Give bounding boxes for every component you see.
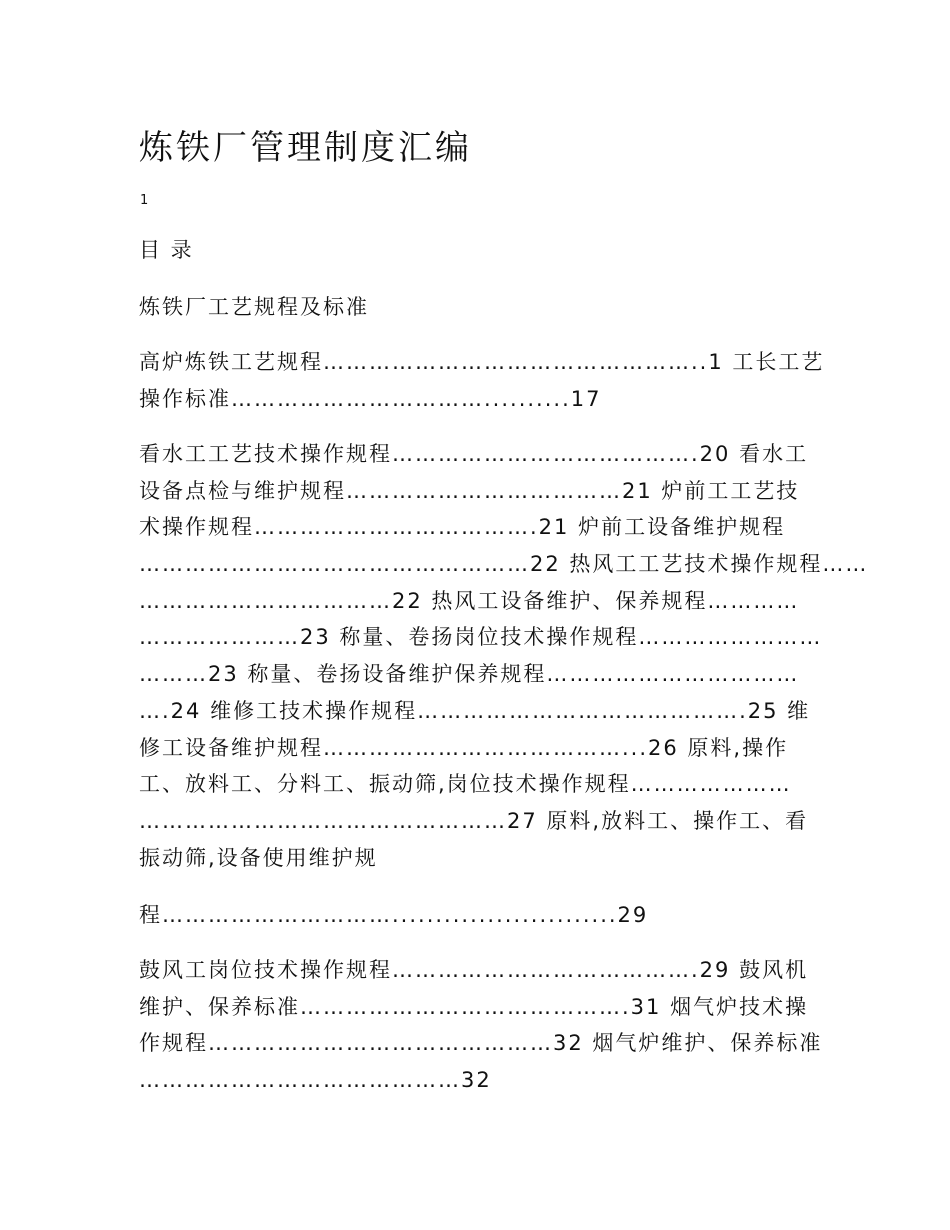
- section-heading-text: 炼铁厂工艺规程及标准: [139, 295, 369, 319]
- toc-line: 工、放料工、分料工、振动筛,岗位技术操作规程…………………: [139, 772, 792, 797]
- toc-line: 程…………………………..........................29: [139, 903, 649, 927]
- toc-line: …………………23 称量、卷扬岗位技术操作规程……………………: [139, 625, 823, 650]
- toc-line: ……………………………………32: [139, 1068, 492, 1093]
- toc-heading-text: 目 录: [139, 238, 194, 262]
- toc-heading: [139, 232, 819, 269]
- toc-line: 操作标准……………………………..........17: [139, 386, 602, 411]
- toc-paragraph-3: [139, 897, 819, 934]
- toc-line: 维护、保养标准…………………………………….31 烟气炉技术操: [139, 994, 809, 1019]
- toc-paragraph-2: [139, 436, 869, 876]
- toc-line: 术操作规程……………………………….21 炉前工设备维护规程: [139, 515, 786, 540]
- toc-line: ………23 称量、卷扬设备维护保养规程……………………………: [139, 662, 800, 687]
- toc-line: 修工设备维护规程…………………………………...26 原料,操作: [139, 735, 789, 760]
- toc-line: 设备点检与维护规程………………………………21 炉前工工艺技: [139, 478, 800, 503]
- toc-line: 看水工工艺技术操作规程………………………………….20 看水工: [139, 442, 809, 466]
- toc-line: ……………………………………………22 热风工工艺技术操作规程……: [139, 552, 869, 577]
- toc-paragraph-4: [139, 952, 823, 1099]
- section-heading: [139, 289, 819, 326]
- toc-line: …………………………………………27 原料,放料工、操作工、看: [139, 808, 809, 833]
- page-number: 1: [140, 193, 149, 208]
- toc-paragraph-1: [139, 344, 825, 417]
- toc-line: 作规程………………………………………32 烟气炉维护、保养标准: [139, 1031, 823, 1056]
- toc-line: ….24 维修工技术操作规程…………………………………….25 维: [139, 698, 811, 723]
- toc-line: 高炉炼铁工艺规程…………………………………………..1 工长工艺: [139, 350, 825, 374]
- toc-line: ……………………………22 热风工设备维护、保养规程…………: [139, 588, 800, 613]
- document-title: 炼铁厂管理制度汇编: [139, 128, 472, 168]
- toc-line: 鼓风工岗位技术操作规程………………………………….29 鼓风机: [139, 958, 809, 982]
- toc-line: 振动筛,设备使用维护规: [139, 845, 378, 870]
